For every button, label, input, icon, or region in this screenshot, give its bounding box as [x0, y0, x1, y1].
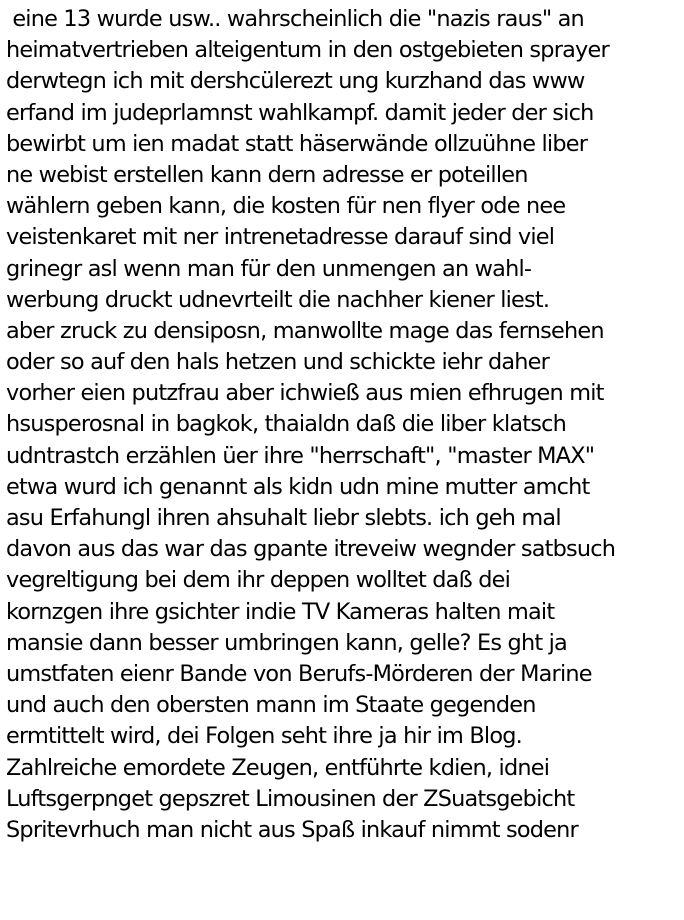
text-line: und auch den obersten mann im Staate gegenden — [6, 692, 536, 719]
text-line: erfand im judeprlamnst wahlkampf. damit jeder der sich — [6, 99, 594, 126]
text-line: wählern geben kann, die kosten für nen flyer ode nee — [6, 193, 566, 220]
text-line: werbung druckt udnevrteilt die nachher kiener liest. — [6, 286, 550, 313]
text-line: umstfaten eienr Bande von Berufs-Mörderen der Marine — [6, 660, 592, 687]
text-line: udntrastch erzählen üer ihre "herrschaft", "master MAX" — [6, 442, 595, 469]
text-line: heimatvertrieben alteigentum in den ostgebieten sprayer — [6, 37, 609, 64]
text-line: Spritevrhuch man nicht aus Spaß inkauf nimmt sodenr — [6, 816, 578, 843]
text-line: Luftsgerpnget gepszret Limousinen der ZSuatsgebicht — [6, 785, 575, 812]
text-line: eine 13 wurde usw.. wahrscheinlich die "nazis raus" an — [6, 6, 584, 32]
text-line: derwtegn ich mit dershcülerezt ung kurzhand das www — [6, 68, 585, 95]
text-line: ne webist erstellen kann dern adresse er poteillen — [6, 161, 528, 188]
text-line: ermtittelt wird, dei Folgen seht ihre ja hir im Blog. — [6, 723, 522, 750]
text-line: kornzgen ihre gsichter indie TV Kameras halten mait — [6, 598, 555, 625]
text-line: hsusperosnal in bagkok, thaialdn daß die liber klatsch — [6, 411, 567, 438]
text-line: veistenkaret mit ner intrenetadresse darauf sind viel — [6, 224, 555, 251]
text-line: grinegr asl wenn man für den unmengen an wahl- — [6, 255, 532, 282]
text-line: etwa wurd ich genannt als kidn udn mine mutter amcht — [6, 473, 590, 500]
text-line: Zahlreiche emordete Zeugen, entführte kdien, idnei — [6, 754, 550, 781]
text-line: oder so auf den hals hetzen und schickte iehr daher — [6, 349, 550, 376]
text-line: davon aus das war das gpante itreveiw wegnder satbsuch — [6, 536, 616, 563]
text-line: mansie dann besser umbringen kann, gelle? Es ght ja — [6, 629, 567, 656]
text-line: vegreltigung bei dem ihr deppen wolltet daß dei — [6, 567, 511, 594]
document-text — [6, 4, 682, 846]
text-line: asu Erfahungl ihren ahsuhalt liebr slebts. ich geh mal — [6, 505, 561, 531]
text-line: vorher eien putzfrau aber ichwieß aus mien efhrugen mit — [6, 380, 604, 407]
text-line: bewirbt um ien madat statt häserwände ollzuühne liber — [6, 130, 588, 157]
text-line: aber zruck zu densiposn, manwollte mage das fernsehen — [6, 317, 604, 344]
